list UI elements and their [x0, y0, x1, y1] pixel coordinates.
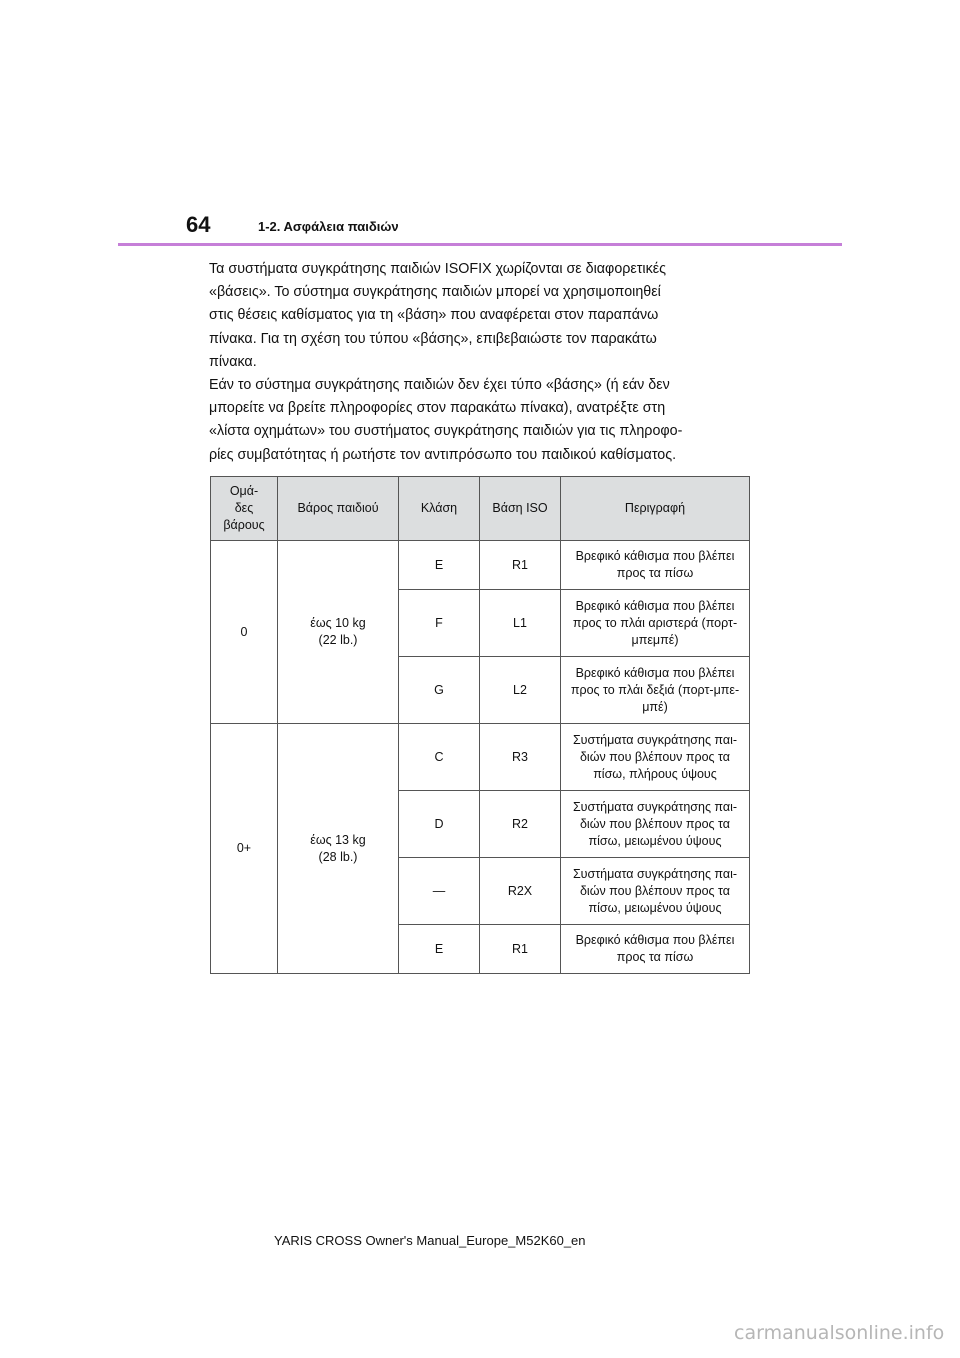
- description-cell: [561, 541, 750, 590]
- table-row: [211, 724, 750, 791]
- class-cell: C: [399, 724, 480, 791]
- desc-line: διών που βλέπουν προς τα: [579, 883, 731, 898]
- desc-line: πίσω, μειωμένου ύψους: [588, 833, 722, 848]
- desc-line: Συστήματα συγκράτησης παι-: [572, 799, 738, 814]
- description-cell: [561, 724, 750, 791]
- class-cell: —: [399, 858, 480, 925]
- footer-manual-id: YARIS CROSS Owner's Manual_Europe_M52K60_en: [274, 1233, 586, 1248]
- desc-line: προς τα πίσω: [616, 950, 694, 964]
- body-line: μπορείτε να βρείτε πληροφορίες στον παρακάτω πίνακα), ανατρέξτε στη: [209, 400, 666, 417]
- watermark: carmanualsonline.info: [734, 1322, 945, 1344]
- iso-cell: R1: [480, 541, 561, 590]
- table-header-row: [211, 477, 750, 541]
- desc-line: μπεμπέ): [631, 632, 679, 647]
- group-cell: 0: [211, 541, 278, 724]
- desc-line: πίσω, πλήρους ύψους: [593, 766, 717, 781]
- iso-cell: R2X: [480, 858, 561, 925]
- desc-line: πίσω, μειωμένου ύψους: [588, 900, 722, 915]
- weight-line: (28 lb.): [318, 849, 358, 864]
- desc-line: προς τα πίσω: [616, 566, 694, 580]
- class-cell: G: [399, 657, 480, 724]
- desc-line: Συστήματα συγκράτησης παι-: [572, 866, 738, 881]
- desc-line: Βρεφικό κάθισμα που βλέπει: [575, 665, 735, 680]
- weight-line: (22 lb.): [318, 633, 358, 647]
- weight-line: έως 10 kg: [310, 616, 366, 630]
- body-line: στις θέσεις καθίσματος για τη «βάση» που αναφέρεται στον παραπάνω: [209, 307, 659, 324]
- weight-line: έως 13 kg: [310, 832, 366, 847]
- description-cell: [561, 925, 750, 974]
- body-line: πίνακα. Για τη σχέση του τύπου «βάσης», επιβεβαιώστε τον παρακάτω: [209, 330, 657, 347]
- header-group-line: Ομά-: [229, 484, 259, 498]
- iso-cell: R1: [480, 925, 561, 974]
- desc-line: διών που βλέπουν προς τα: [579, 816, 731, 831]
- class-cell: F: [399, 590, 480, 657]
- iso-cell: R3: [480, 724, 561, 791]
- weight-cell: [278, 724, 399, 974]
- body-line: «βάσεις». Το σύστημα συγκράτησης παιδιών μπορεί να χρησιμοποιηθεί: [209, 284, 661, 301]
- section-title: 1-2. Ασφάλεια παιδιών: [258, 219, 399, 234]
- class-cell: D: [399, 791, 480, 858]
- desc-line: Συστήματα συγκράτησης παι-: [572, 732, 738, 747]
- weight-cell: [278, 541, 399, 724]
- header-weight-group: [211, 477, 278, 541]
- description-cell: [561, 657, 750, 724]
- desc-line: προς το πλάι δεξιά (πορτ-μπε-: [570, 682, 740, 697]
- header-group-line: βάρους: [223, 518, 265, 532]
- desc-line: Βρεφικό κάθισμα που βλέπει: [575, 549, 735, 563]
- iso-cell: L2: [480, 657, 561, 724]
- body-paragraphs: [209, 258, 769, 467]
- desc-line: Βρεφικό κάθισμα που βλέπει: [575, 933, 735, 947]
- header-iso-base: Βάση ISO: [480, 477, 561, 541]
- iso-cell: L1: [480, 590, 561, 657]
- body-line: πίνακα.: [209, 353, 257, 370]
- description-cell: [561, 590, 750, 657]
- iso-cell: R2: [480, 791, 561, 858]
- page-number: 64: [186, 212, 211, 237]
- desc-line: διών που βλέπουν προς τα: [579, 749, 731, 764]
- desc-line: προς το πλάι αριστερά (πορτ-: [572, 615, 738, 630]
- table-row: [211, 541, 750, 590]
- desc-line: μπέ): [642, 699, 668, 714]
- header-group-line: δες: [234, 501, 254, 515]
- group-cell: 0+: [211, 724, 278, 974]
- desc-line: Βρεφικό κάθισμα που βλέπει: [575, 598, 735, 613]
- description-cell: [561, 791, 750, 858]
- header-child-weight: Βάρος παιδιού: [278, 477, 399, 541]
- body-line: Εάν το σύστημα συγκράτησης παιδιών δεν έχει τύπο «βάσης» (ή εάν δεν: [209, 377, 670, 394]
- isofix-table: [210, 476, 750, 974]
- header-class: Κλάση: [399, 477, 480, 541]
- class-cell: E: [399, 541, 480, 590]
- body-line: ρίες συμβατότητας ή ρωτήστε τον αντιπρόσωπο του παιδικού καθίσματος.: [209, 446, 677, 463]
- header-rule: [118, 243, 842, 246]
- header-description: Περιγραφή: [561, 477, 750, 541]
- body-line: Τα συστήματα συγκράτησης παιδιών ISOFIX χωρίζονται σε διαφορετικές: [209, 261, 667, 277]
- body-line: «λίστα οχημάτων» του συστήματος συγκράτησης παιδιών για τις πληροφο-: [209, 423, 683, 440]
- description-cell: [561, 858, 750, 925]
- class-cell: E: [399, 925, 480, 974]
